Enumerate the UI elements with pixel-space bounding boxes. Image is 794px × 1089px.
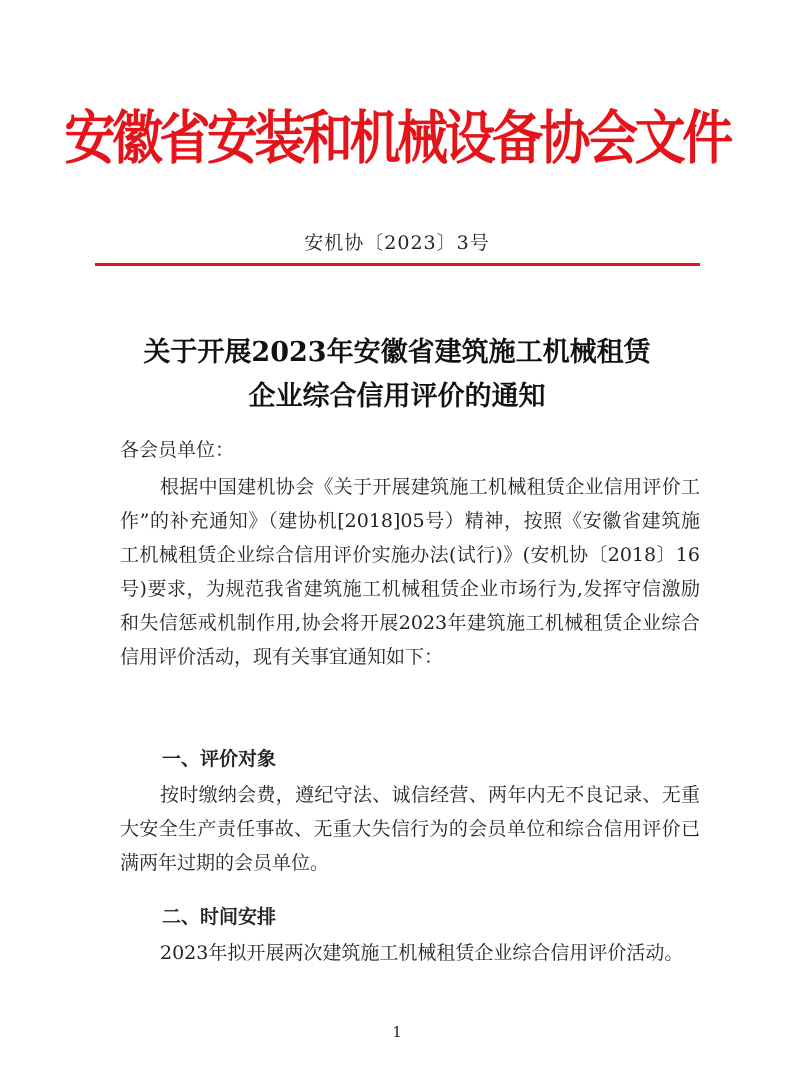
page-number: 1 xyxy=(392,1023,402,1041)
salutation: 各会员单位： xyxy=(120,439,235,461)
body-paragraph-3: 2023年拟开展两次建筑施工机械租赁企业综合信用评价活动。 xyxy=(160,942,684,964)
notice-title-line-1: 关于开展2023年安徽省建筑施工机械租赁 xyxy=(143,337,651,368)
section-heading-1: 一、评价对象 xyxy=(162,748,277,770)
document-header-title: 安徽省安装和机械设备协会文件 xyxy=(64,104,730,172)
section-heading-2: 二、时间安排 xyxy=(162,906,277,928)
document-number: 安机协〔2023〕3号 xyxy=(304,232,490,254)
body-paragraph-2: 按时缴纳会费，遵纪守法、诚信经营、两年内无不良记录、无重大安全生产责任事故、无重大失信行为的会员单位和综合信用评价已满两年过期的会员单位。 xyxy=(120,784,700,874)
header-divider xyxy=(95,263,700,266)
body-paragraph-1: 根据中国建机协会《关于开展建筑施工机械租赁企业信用评价工作”的补充通知》（建协机[2018]05号）精神，按照《安徽省建筑施工机械租赁企业综合信用评价实施办法(试行)》(安机协〔2018〕16号)要求，为规范我省建筑施工机械租赁企业市场行为,发挥守信激励和失信惩戒机制作用,协会将开展2023年建筑施工机械租赁企业综合信用评价活动，现有关事宜通知如下： xyxy=(120,476,700,668)
notice-title-line-2: 企业综合信用评价的通知 xyxy=(248,381,546,412)
